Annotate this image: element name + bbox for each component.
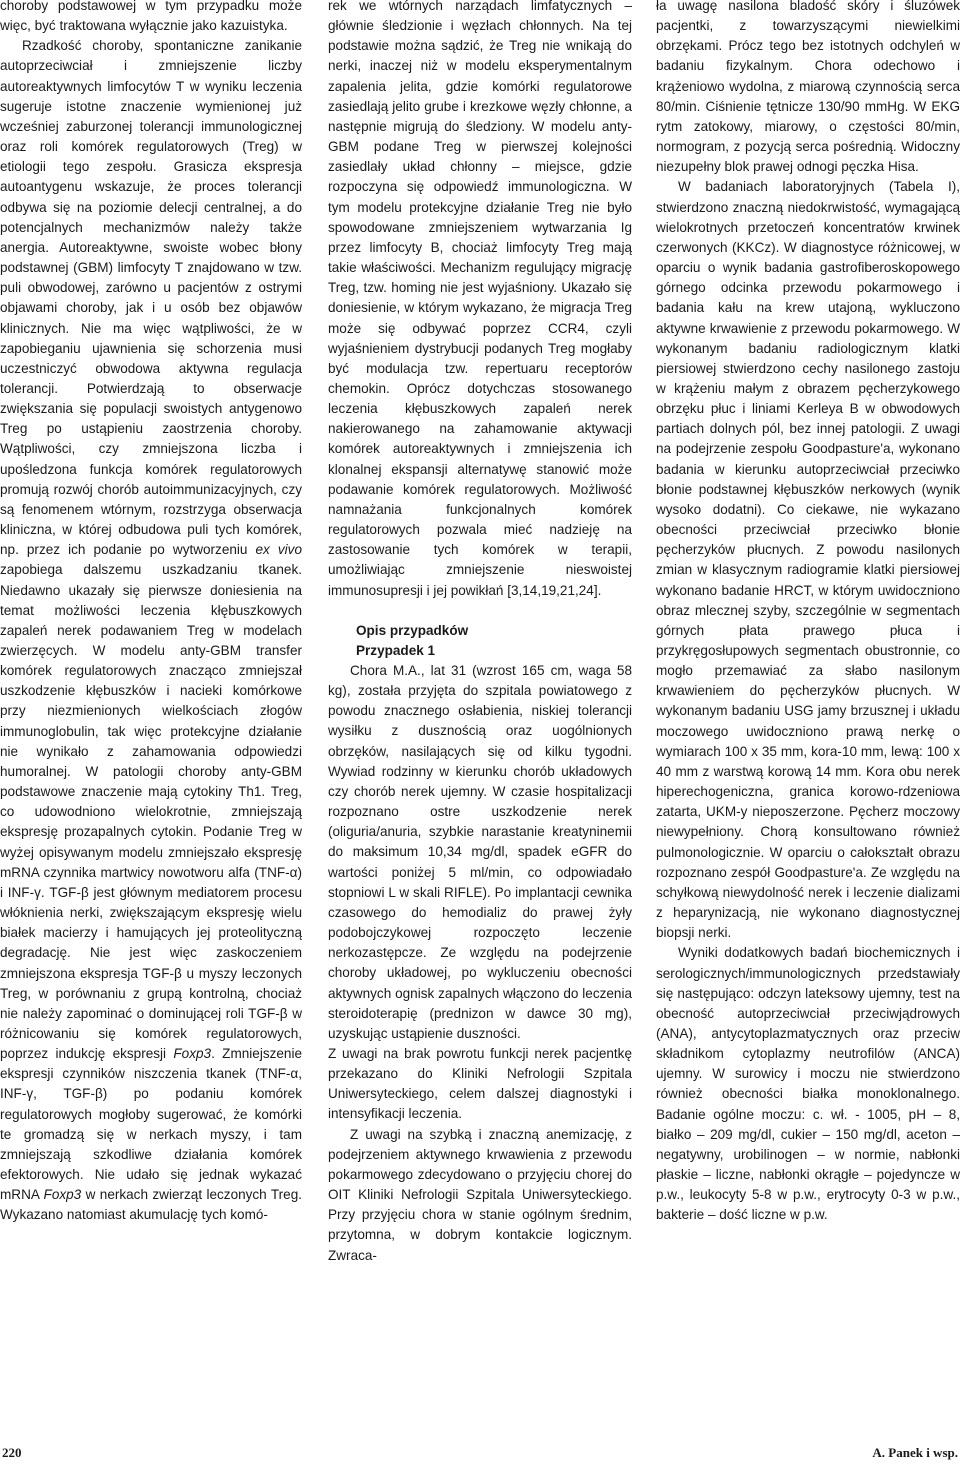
column-2 [328,0,632,1266]
subsection-heading: Przypadek 1 [356,642,436,658]
text-run: Chora M.A., lat 31 (wzrost 165 cm, waga 58 kg), została przyjęta do szpitala powiatowego z powodu znacznego osłabienia, niskiej tolerancji wysiłku z dusznością oraz uogólnionych obrzęków, nasilających się od kilku tygodni. Wywiad rodzinny w kierunku chorób układowych czy chorób nerek ujemny. W czasie hospitalizacji rozpoznano ostre uszkodzenie nerek (oliguria/anuria, szybkie narastanie kreatyninemii do maksimum 10,34 mg/dl, spadek eGFR do wartości poniżej 5 ml/min, co odpowiadało stopniowi L w skali RIFLE). Po implantacji cewnika czasowego do hemodializ do prawej żyły podobojczykowej rozpoczęto leczenie nerkozastępcze. Ze względu na podejrzenie choroby układowej, po wykluczeniu obecności aktywnych ognisk zapalnych włączono do leczenia steroidoterapię (prednizon w dawce 30 mg), uzyskując ustąpienie duszności. [328,663,632,1041]
text-run: . Zmniejszenie ekspresji czynników niszczenia tkanek (TNF-α, INF-γ, TGF-β) po podaniu komórek regulatorowych mogłoby sugerować, że komórki te gromadzą się w nerkach myszy, i tam zmniejszają szkodliwe działania komórek efektorowych. Nie udało się jednak wykazać mRNA [0,1046,302,1203]
page-number: 220 [2,1445,22,1460]
paragraph [328,0,632,601]
running-author: A. Panek i wsp. [872,1445,958,1460]
paragraph [0,36,302,1225]
text-run: W badaniach laboratoryjnych (Tabela I), stwierdzono znaczną niedokrwistość, wymagającą wielokrotnych przetoczeń koncentratów krwinek czerwonych (KKCz). W diagnostyce różnicowej, w oparciu o wynik badania gastrofiberoskopowego górnego odcinka przewodu pokarmowego i badania kału na krew utajoną, wykluczono aktywne krwawienie z przewodu pokarmowego. W wykonanym badaniu radiologicznym klatki piersiowej stwierdzono cechy nasilonego zastoju w krążeniu małym z obrazem pęcherzykowego obrzęku płuc i liniami Kerleya B w obwodowych partiach dolnych pól, bez innej patologii. Z uwagi na podejrzenie zespołu Goodpasture'a, wykonano badania w kierunku autoprzeciwciał przeciwko błonie podstawnej kłębuszków nerkowych (wynik wysoko dodatni). Co ciekawe, nie wykazano obecności przeciwciał przeciwko błonie pęcherzyków płucnych. Z powodu nasilonych zmian w klasycznym radiogramie klatki piersiowej wykonano badanie HRCT, w którym uwidoczniono obraz mlecznej szyby, szczególnie w segmentach górnych płata prawego płuca i przykręgosłupowych segmentach obustronnie, co mogło przemawiać za słabo nasilonym krwawieniem do pęcherzyków płucnych. W wykonanym badaniu USG jamy brzusznej i układu moczowego uwidoczniono prawą nerkę o wymiarach 100 x 35 mm, kora-10 mm, lewą: 100 x 40 mm z warstwą korową 14 mm. Kora obu nerek hiperechogeniczna, granica korowo-rdzeniowa zatarta, UKM-y nieposzerzone. Pęcherz moczowy niewypełniony. Chorą konsultowano również pulmonologicznie. W oparciu o całokształt obrazu rozpoznano zespół Goodpasture'a. Ze względu na schyłkową niewydolność nerek i leczenie dializami z heparynizacją, nie wykonano diagnostycznej biopsji nerki. [656,179,960,941]
text-run: Rzadkość choroby, spontaniczne zanikanie autoprzeciwciał i zmniejszenie liczby autoreaktywnych limfocytów T w wyniku leczenia sugeruje istotne znaczenie wymienionej już wcześniej zaburzonej tolerancji immunologicznej oraz roli komórek regulatorowych (Treg) w etiologii tego zespołu. Grasicza ekspresja autoantygenu wskazuje, że proces tolerancji odbywa się na poziomie delecji centralnej, a do potencjalnych mechanizmów należy także anergia. Autoreaktywne, swoiste wobec błony podstawnej (GBM) limfocyty T znajdowano w tzw. puli obwodowej, zarówno u pacjentów z ostrymi objawami choroby, jak i u osób bez objawów klinicznych. Nie ma więc wątpliwości, że w zapobieganiu ujawnienia się schorzenia musi uczestniczyć obwodowa aktywna regulacja tolerancji. Potwierdzają to obserwacje zwiększania się populacji swoistych antygenowo Treg po ustąpieniu zaostrzenia choroby. Wątpliwości, czy zmniejszona liczba i upośledzona funkcja komórek regulatorowych promują rozwój chorób autoimmunizacyjnych, czy są fenomenem wtórnym, rozstrzyga obserwacja kliniczna, w której odbudowa puli tych komórek, np. przez ich podanie po wytworzeniu [0,38,302,558]
section-heading: Opis przypadków [356,622,469,638]
text-run: zapobiega dalszemu uszkadzaniu tkanek. Niedawno ukazały się pierwsze doniesienia na temat możliwości leczenia kłębuszkowych zapaleń nerek podawaniem Treg w modelach zwierzęcych. W modelu anty-GBM transfer komórek regulatorowych znacząco zmniejszał uszkodzenie kłębuszków i nacieki komórkowe przy niezmienionych wielkościach złogów immunoglobulin, tak więc protekcyjne działanie nie wynikało z zahamowania odpowiedzi humoralnej. W patologii choroby anty-GBM podstawowe znaczenie mają cytokiny Th1. Treg, co udowodniono wielokrotnie, zmniejszają ekspresję prozapalnych cytokin. Podanie Treg w wyżej opisywanym modelu zmniejszało ekspresję mRNA czynnika martwicy nowotworu alfa (TNF-α) i INF-γ. TGF-β jest głównym mediatorem procesu włóknienia nerki, zwiększającym ekspresję wielu białek macierzy i hamujących jej proteolityczną degradację. Nie jest więc zaskoczeniem zmniejszona ekspresja TGF-β u myszy leczonych Treg, w porównaniu z grupą kontrolną, chociaż nie należy zapominać o dominującej roli TGF-β w różnicowaniu się komórek regulatorowych, poprzez indukcję ekspresji [0,562,302,1062]
italic-text: Foxp3 [43,1187,82,1203]
paragraph [328,1044,632,1125]
paragraph [656,943,960,1225]
text-run: w nerkach zwierząt leczonych Treg. Wykazano natomiast akumulację tych komó- [0,1187,302,1223]
italic-text: ex vivo [255,542,302,558]
column-3 [656,0,960,1226]
column-1 [0,0,302,1226]
text-run: Wyniki dodatkowych badań biochemicznych i serologicznych/immunologicznych przedstawiały się następująco: odczyn lateksowy ujemny, test na obecność autoprzeciwciał przeciwjądrowych (ANA), antycytoplazmatycznych oraz przeciw składnikom cytoplazmy neutrofilów (ANCA) ujemny. W surowicy i moczu nie stwierdzono również obecności białka monoklonalnego. Badanie ogólne moczu: c. wł. - 1005, pH – 8, białko – 209 mg/dl, cukier – 150 mg/dl, aceton – negatywny, urobilinogen – w normie, nabłonki płaskie – liczne, nabłonki okrągłe – pojedyncze w p.w., leukocyty 5-8 w p.w., erytrocyty 0-3 w p.w., bakterie – dość liczne w p.w. [656,945,960,1223]
italic-text: Foxp3 [173,1046,212,1062]
text-run: rek we wtórnych narządach limfatycznych – głównie śledzionie i węzłach chłonnych. Na tej podstawie można sądzić, że Treg nie wnikają do nerki, inaczej niż w modelu eksperymentalnym zapalenia jelita, gdzie komórki regulatorowe zasiedlają jelito grube i krezkowe węzły chłonne, a następnie migrują do śledziony. W modelu anty-GBM podane Treg w pierwszej kolejności zasiedlały układ chłonny – miejsce, gdzie rozpoczyna się odpowiedź immunologiczna. W tym modelu protekcyjne działanie Treg nie było spowodowane zmniejszeniem wytwarzania Ig przez limfocyty B, chociaż limfocyty Treg mają takie właściwości. Mechanizm regulujący migrację Treg, tzw. homing nie jest wyjaśniony. Ukazało się doniesienie, w którym wykazano, że migracja Treg może się odbywać poprzez CCR4, czyli wyjaśnieniem dystrybucji podanych Treg mogłaby być modulacja tzw. repertuaru receptorów chemokin. Oprócz dotychczas stosowanego leczenia kłębuszkowych zapaleń nerek nakierowanego na zahamowanie aktywacji komórek autoreaktywnych i zmniejszenia ich klonalnej ekspansji alternatywę stanowić może podawanie komórek regulatorowych. Możliwość namnażania funkcjonalnych komórek regulatorowych pozwala mieć nadzieję na zastosowanie tych komórek w terapii, umożliwiając zmniejszenie nieswoistej immunosupresji i jej powikłań [3,14,19,21,24]. [328,0,632,598]
text-run: ła uwagę nasilona bladość skóry i śluzówek pacjentki, z towarzyszącymi niewielkimi obrzękami. Prócz tego bez istotnych odchyleń w badaniu fizykalnym. Chora odechowo i krążeniowo wydolna, z miarową czynnością serca 80/min. Ciśnienie tętnicze 130/90 mmHg. W EKG rytm zatokowy, miarowy, o częstości 80/min, normogram, z pozycją serca pośrednią. Widoczny niezupełny blok prawej odnogi pęczka Hisa. [656,0,960,175]
paragraph [656,177,960,943]
text-run: Z uwagi na brak powrotu funkcji nerek pacjentkę przekazano do Kliniki Nefrologii Szpitala Uniwersyteckiego, celem dalszej diagnostyki i intensyfikacji leczenia. [328,1045,632,1122]
text-run: Z uwagi na szybką i znaczną anemizację, z podejrzeniem aktywnego krwawienia z przewodu pokarmowego zdecydowano o przyjęciu chorej do OIT Kliniki Nefrologii Szpitala Uniwersyteckiego. Przy przyjęciu chora w stanie ogólnym średnim, przytomna, w dobrym kontakcie logicznym. Zwraca- [328,1126,632,1263]
paragraph [656,0,960,177]
paragraph [328,1125,632,1266]
paragraph [0,0,302,36]
paragraph [328,661,632,1044]
text-run: choroby podstawowej w tym przypadku może więc, być traktowana wyłącznie jako kazuistyka. [0,0,302,34]
